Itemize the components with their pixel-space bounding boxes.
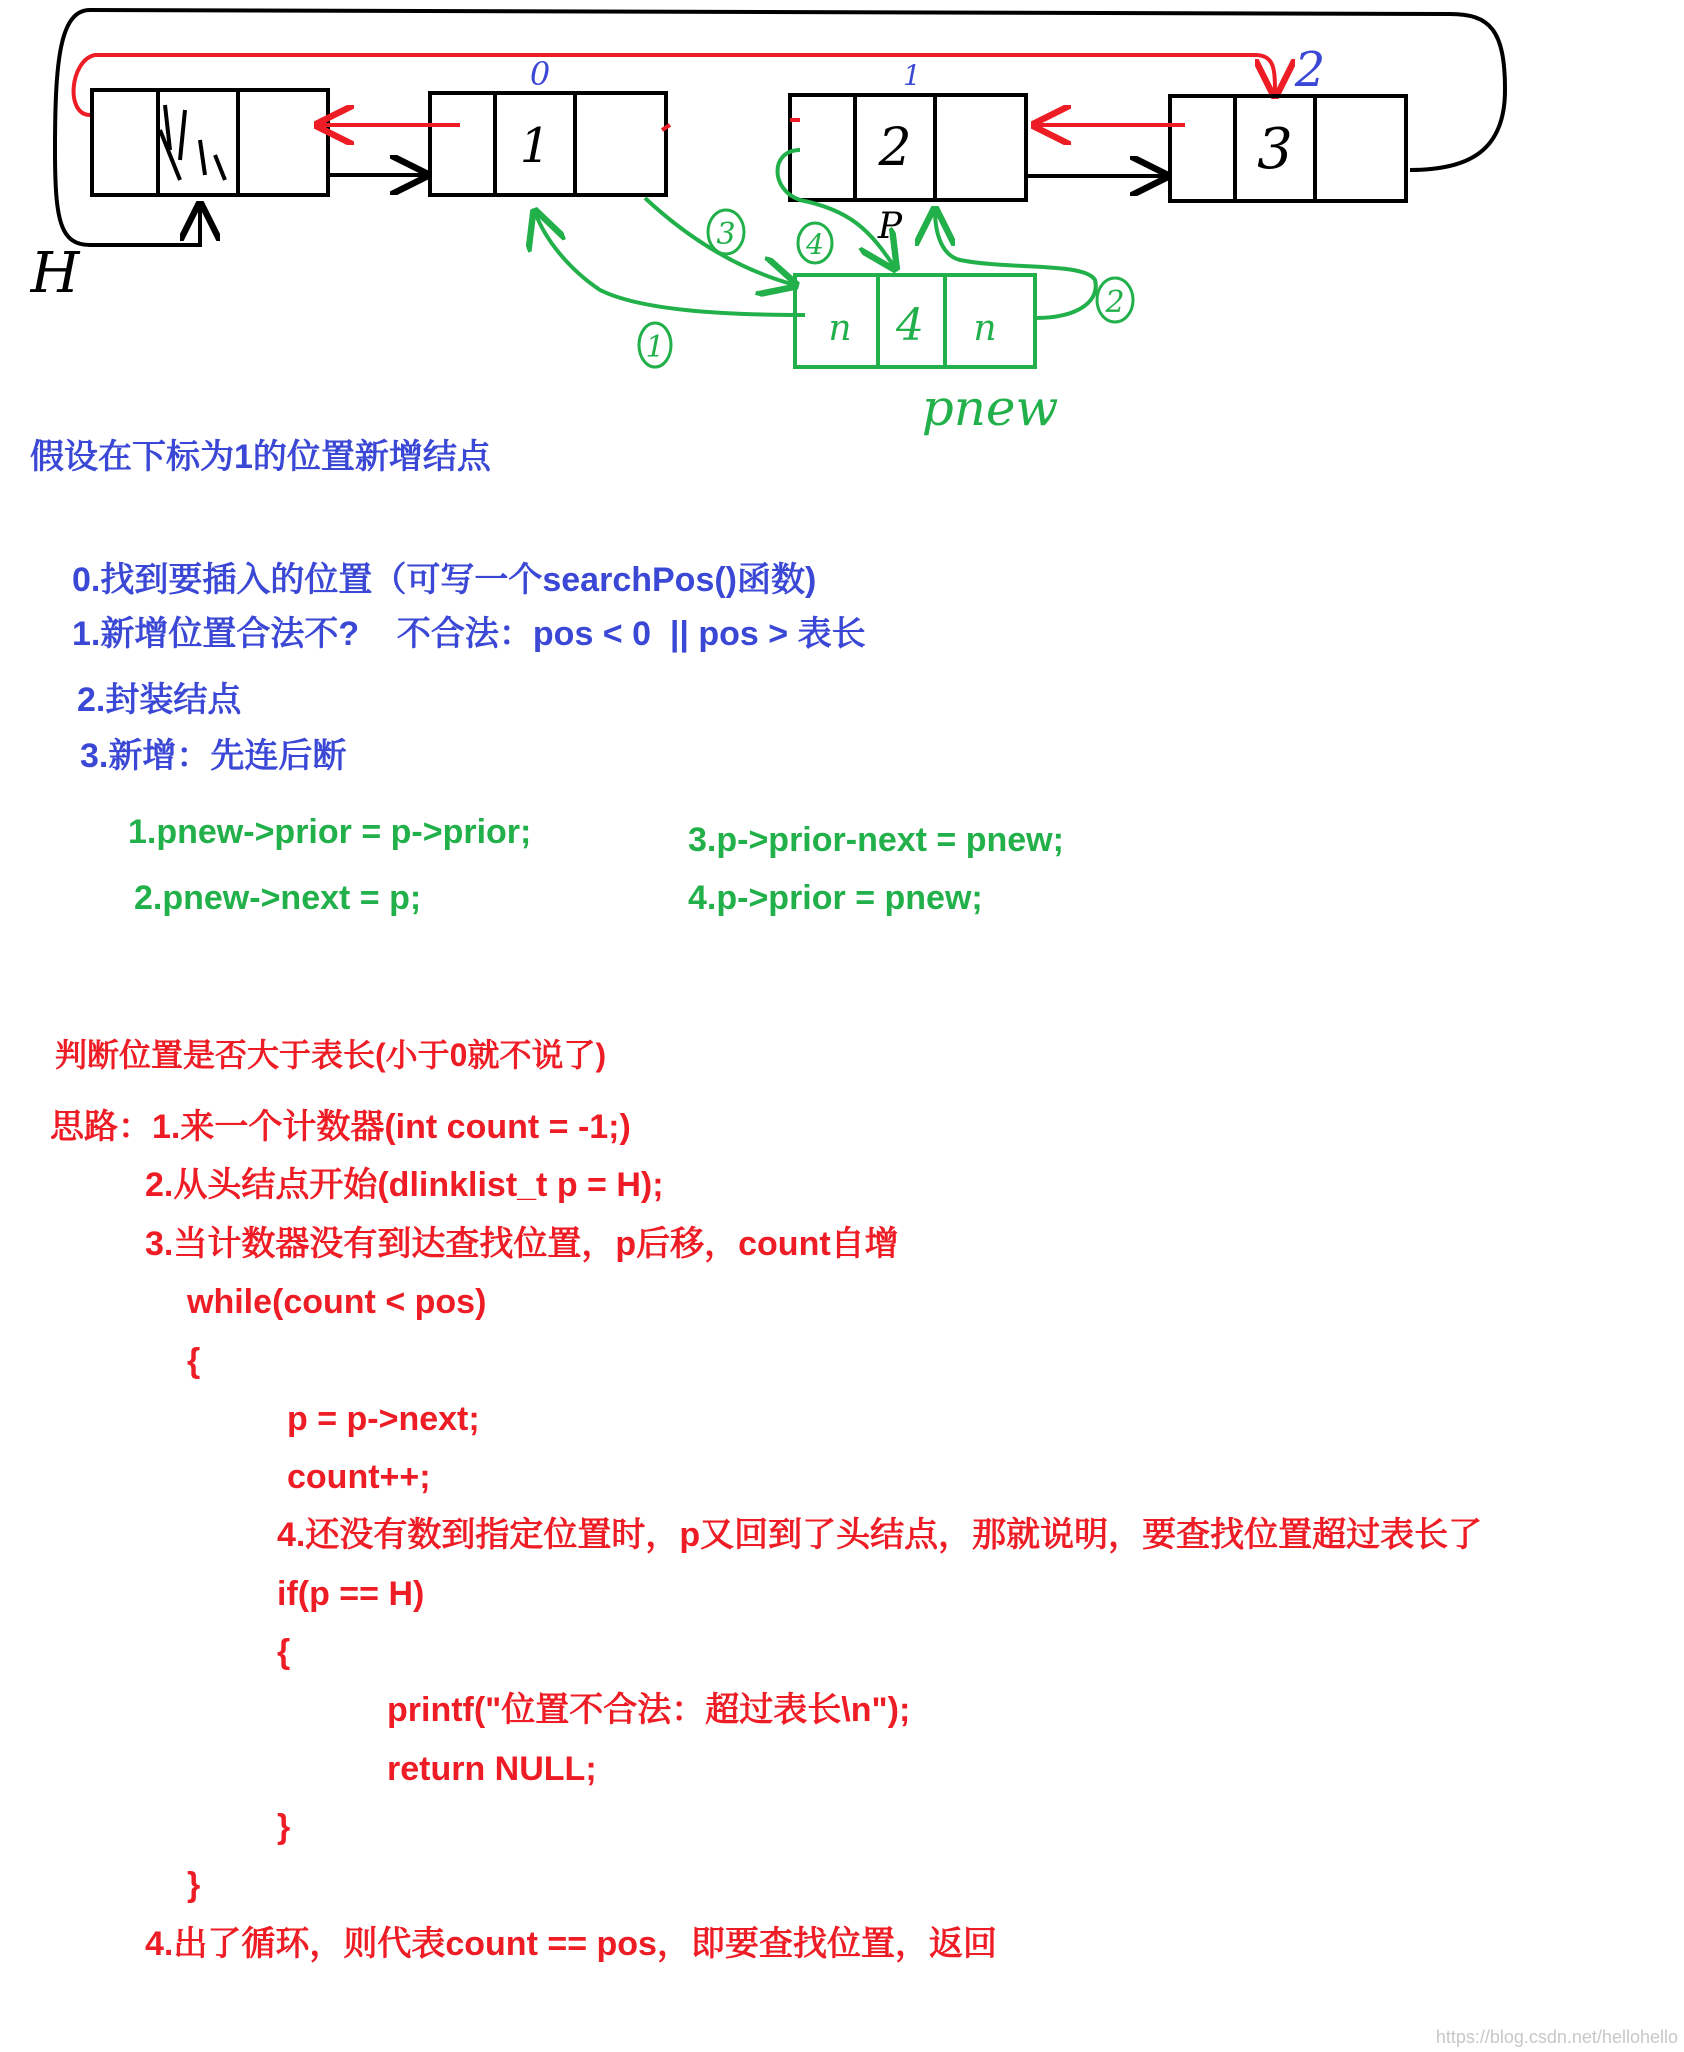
next-mark-node-0 (662, 125, 670, 130)
watermark: https://blog.csdn.net/hellohello (1435, 2027, 1678, 2047)
idea-line-10: { (277, 1633, 291, 1671)
code-left-2: 2.pnew->next = p; (134, 879, 422, 917)
svg-text:3: 3 (716, 217, 736, 252)
green-arrow-2-pnew-next (935, 210, 1096, 318)
head-label: H (30, 241, 80, 306)
svg-text:1: 1 (645, 330, 665, 365)
new-node-label: pnew (921, 379, 1059, 437)
step-marker-1 (639, 323, 671, 367)
step-marker-2 (1097, 278, 1133, 322)
step-marker-4 (798, 223, 832, 263)
step-0: 0.找到要插入的位置（可写一个searchPos()函数) (72, 561, 817, 599)
p-label: P (877, 206, 903, 247)
idea-line-12: return NULL; (387, 1750, 597, 1788)
idea-line-6: p = p->next; (287, 1400, 480, 1438)
heading: 假设在下标为1的位置新增结点 (30, 438, 491, 476)
node-0-data: 1 (519, 118, 551, 174)
node-1-data: 2 (878, 118, 912, 178)
idea-line-5: { (187, 1342, 201, 1380)
node-head (92, 90, 328, 195)
step-3: 3.新增：先连后断 (80, 737, 347, 775)
idea-line-4: while(count < pos) (187, 1283, 487, 1321)
idea-line-9: if(p == H) (277, 1575, 425, 1613)
new-node-next: n (973, 308, 997, 349)
new-node-data: 4 (896, 300, 924, 351)
idea-line-14: } (187, 1866, 201, 1904)
idea-line-13: } (277, 1808, 291, 1846)
idea-line-3: 3.当计数器没有到达查找位置，p后移，count自增 (145, 1225, 899, 1263)
linked-list-diagram (0, 0, 1684, 450)
index-label-0: 0 (529, 55, 551, 93)
green-arrow-1-pnew-prior (535, 212, 805, 315)
check-title: 判断位置是否大于表长(小于0就不说了) (55, 1037, 607, 1073)
index-label-1: 1 (903, 59, 921, 92)
idea-line-11: printf("位置不合法：超过表长\n"); (387, 1691, 911, 1729)
step-marker-3 (708, 210, 744, 254)
new-node-prior: n (828, 308, 852, 349)
svg-text:4: 4 (806, 228, 824, 261)
step-1: 1.新增位置合法不? 不合法：pos < 0 || pos > 表长 (72, 615, 866, 653)
idea-line-8: 4.还没有数到指定位置时，p又回到了头结点，那就说明，要查找位置超过表长了 (277, 1516, 1483, 1554)
step-2: 2.封装结点 (77, 681, 242, 719)
node-2-data: 3 (1257, 117, 1293, 182)
code-right-4: 4.p->prior = pnew; (688, 879, 983, 917)
idea-line-7: count++; (287, 1458, 431, 1496)
loop-arrow-head-to-last (74, 55, 1275, 115)
idea-line-2: 2.从头结点开始(dlinklist_t p = H); (145, 1166, 664, 1204)
idea-line-1: 思路：1.来一个计数器(int count = -1;) (50, 1108, 631, 1146)
index-label-2: 2 (1294, 42, 1326, 98)
svg-text:2: 2 (1105, 285, 1125, 320)
idea-line-15: 4.出了循环，则代表count == pos，即要查找位置，返回 (145, 1925, 997, 1963)
code-left-1: 1.pnew->prior = p->prior; (128, 813, 532, 851)
code-right-3: 3.p->prior-next = pnew; (688, 821, 1064, 859)
